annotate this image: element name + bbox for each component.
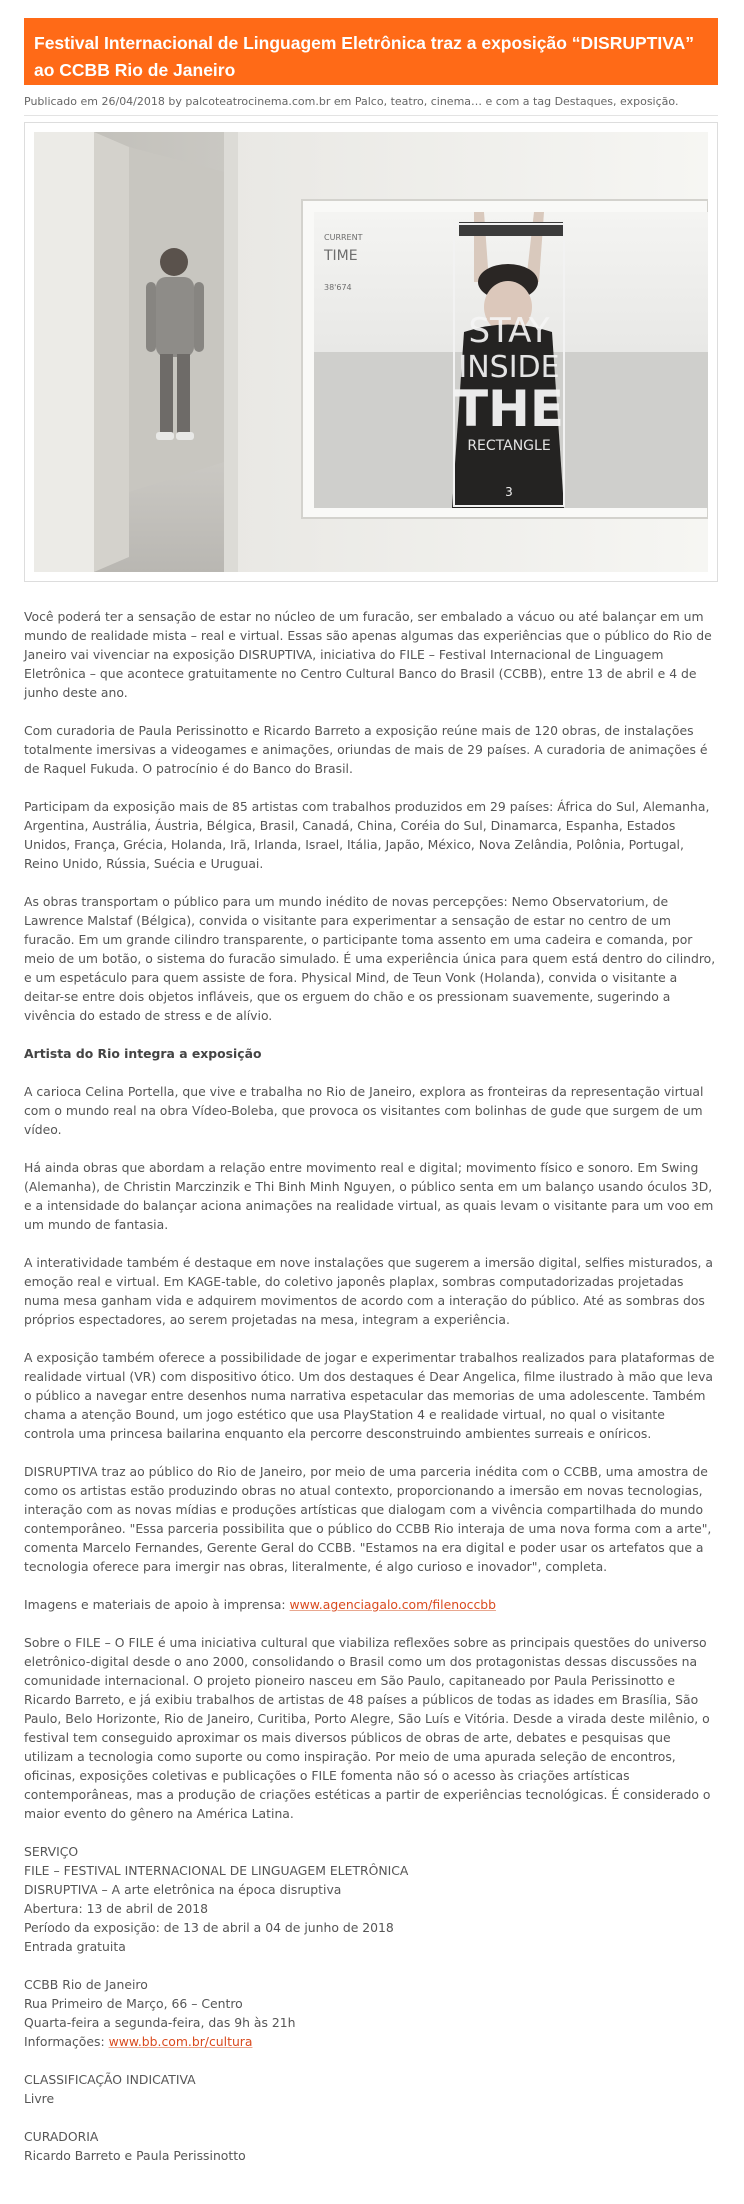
article-paragraph: Há ainda obras que abordam a relação entre movimento real e digital; movimento físico e sonoro. Em Swing (Alemanha), de Christin Marczinzik e Thi Binh Minh Nguyen, o público senta em um balanço usando óculos 3D, e a intensidade do balançar aciona animações na realidade virtual, as quais levam o visitante para um voo em um mundo de fantasia.	[24, 1160, 714, 1232]
meta-author[interactable]: palcoteatrocinema.com.br	[185, 95, 331, 108]
rating-block	[24, 2070, 718, 2108]
venue-info-link[interactable]: www.bb.com.br/cultura	[108, 2034, 253, 2049]
article-paragraph: DISRUPTIVA traz ao público do Rio de Janeiro, por meio de uma parceria inédita com o CCBB, uma amostra de como os artistas estão produzindo obras no atual contexto, proporcionando a imersão em novas tecnologias, interação com as novas mídias e produções artísticas que dialogam com a vivência compartilhada do mundo contemporâneo. "Essa parceria possibilita que o público do CCBB Rio interaja de uma nova forma com a arte", comenta Marcelo Fernandes, Gerente Geral do CCBB. "Estamos na era digital e poder usar os artefatos que a tecnologia oferece para imergir nas obras, literalmente, é algo curioso e inovador", completa.	[24, 1464, 712, 1574]
article-paragraph: Sobre o FILE – O FILE é uma iniciativa cultural que viabiliza reflexões sobre as principais questões do universo eletrônico-digital desde o ano 2000, consolidando o Brasil como um dos protagonistas dessas discussões na comunidade internacional. O projeto pioneiro nasceu em São Paulo, capitaneado por Paula Perissinotto e Ricardo Barreto, e já exibiu trabalhos de artistas de 48 países a públicos de todas as idades em Brasília, São Paulo, Belo Horizonte, Rio de Janeiro, Curitiba, Porto Alegre, São Luís e Vitória. Desde a virada deste milênio, o festival tem conseguido aproximar os mais diversos públicos de obras de arte, debates e pesquisas que utilizam a tecnologia como suporte ou como inspiração. Por meio de uma apurada seleção de encontros, oficinas, exposições coletivas e publicações o FILE fomenta não só o acesso às criações artísticas contemporâneas, mas a produção de criações estéticas a partir de experiências tecnológicas. É considerado o maior evento do gênero na América Latina.	[24, 1635, 711, 1821]
meta-category[interactable]: Palco, teatro, cinema…	[354, 95, 483, 108]
service-exhibit: DISRUPTIVA – A arte eletrônica na época disruptiva	[24, 1882, 342, 1897]
meta-in: em	[330, 95, 355, 108]
venue-hours: Quarta-feira a segunda-feira, das 9h às 21h	[24, 2015, 296, 2030]
article-paragraph: As obras transportam o público para um mundo inédito de novas percepções: Nemo Observatorium, de Lawrence Malstaf (Bélgica), convida o visitante para experimentar a sensação de estar no centro de um furacão. Em um grande cilindro transparente, o participante toma assento em uma cadeira e comanda, por meio de um botão, o sistema do furacão simulado. É uma experiência única para quem está dentro do cilindro, e um espetáculo para quem assiste de fora. Physical Mind, de Teun Vonk (Holanda), convida o visitante a deitar-se entre dois objetos infláveis, que os erguem do chão e os pressionam suavemente, sugerindo a vivência do estado de stress e de alívio.	[24, 894, 716, 1023]
service-info	[24, 1842, 718, 2165]
meta-date[interactable]: 26/04/2018	[101, 95, 165, 108]
service-opening: Abertura: 13 de abril de 2018	[24, 1901, 209, 1916]
service-festival: FILE – FESTIVAL INTERNACIONAL DE LINGUAGEM ELETRÔNICA	[24, 1863, 409, 1878]
rating-value: Livre	[24, 2091, 55, 2106]
screen-label-current: CURRENT	[324, 233, 363, 242]
poster-word-4: RECTANGLE	[467, 438, 551, 454]
press-prefix: Imagens e materiais de apoio à imprensa:	[24, 1597, 290, 1612]
service-block	[24, 1842, 718, 1956]
poster-word-1: STAY	[468, 311, 550, 351]
venue-block	[24, 1975, 718, 2051]
venue-name: CCBB Rio de Janeiro	[24, 1977, 148, 1992]
featured-image[interactable]	[34, 132, 708, 572]
press-link[interactable]: www.agenciagalo.com/filenoccbb	[289, 1597, 497, 1612]
poster-word-3: THE	[453, 380, 565, 438]
article-paragraph: Você poderá ter a sensação de estar no núcleo de um furacão, ser embalado a vácuo ou até balançar em um mundo de realidade mista – real e virtual. Essas são apenas algumas das experiências que o público do Rio de Janeiro vai vivenciar na exposição DISRUPTIVA, iniciativa do FILE – Festival Internacional de Linguagem Eletrônica – que acontece gratuitamente no Centro Cultural Banco do Brasil (CCBB), entre 13 de abril e 4 de junho deste ano.	[24, 609, 712, 700]
post-title-bar	[24, 18, 718, 85]
curators-names: Ricardo Barreto e Paula Perissinotto	[24, 2148, 246, 2163]
rating-heading: CLASSIFICAÇÃO INDICATIVA	[24, 2072, 196, 2087]
meta-and-tags: e com a tag	[482, 95, 555, 108]
service-entry: Entrada gratuita	[24, 1939, 126, 1954]
curators-block	[24, 2127, 718, 2165]
post-title: Festival Internacional de Linguagem Eletrônica traz a exposição “DISRUPTIVA” ao CCBB Rio de Janeiro	[34, 33, 694, 80]
screen-counter: 38'674	[324, 283, 352, 292]
meta-by: by	[164, 95, 186, 108]
article-body	[24, 607, 718, 2184]
article-paragraph: Com curadoria de Paula Perissinotto e Ricardo Barreto a exposição reúne mais de 120 obras, de instalações totalmente imersivas a videogames e animações, oriundas de mais de 29 países. A curadoria de animações é de Raquel Fukuda. O patrocínio é do Banco do Brasil.	[24, 723, 708, 776]
article-paragraph: A exposição também oferece a possibilidade de jogar e experimentar trabalhos realizados para plataformas de realidade virtual (VR) com dispositivo ótico. Um dos destaques é Dear Angelica, filme ilustrado à mão que leva o público a navegar entre desenhos numa narrativa espetacular das memorias de uma adolescente. Também chama a atenção Bound, um jogo estético que usa PlayStation 4 e realidade virtual, no qual o visitante controla uma princesa bailarina enquanto ela percorre desconstruindo ambientes surreais e oníricos.	[24, 1350, 715, 1441]
article-subheading: Artista do Rio integra a exposição	[24, 1046, 262, 1061]
venue-address: Rua Primeiro de Março, 66 – Centro	[24, 1996, 243, 2011]
service-heading: SERVIÇO	[24, 1844, 79, 1859]
featured-image-frame	[24, 122, 718, 582]
poster-number: 3	[505, 485, 513, 499]
meta-prefix: Publicado em	[24, 95, 102, 108]
article-paragraph: A carioca Celina Portella, que vive e trabalha no Rio de Janeiro, explora as fronteiras da representação virtual com o mundo real na obra Vídeo-Boleba, que provoca os visitantes com bolinhas de gude que surgem de um vídeo.	[24, 1084, 704, 1137]
venue-info-prefix: Informações:	[24, 2034, 109, 2049]
article-paragraph: A interatividade também é destaque em nove instalações que sugerem a imersão digital, selfies misturados, a emoção real e virtual. Em KAGE-table, do coletivo japonês plaplax, sombras computadorizadas projetadas numa mesa ganham vida e adquirem movimentos de acordo com a interação do público. Até as sombras dos próprios espectadores, ao serem projetadas na mesa, integram a experiência.	[24, 1255, 714, 1327]
screen-label-time: TIME	[324, 248, 358, 264]
meta-tags[interactable]: Destaques, exposição.	[554, 95, 679, 108]
article-paragraph: Participam da exposição mais de 85 artistas com trabalhos produzidos em 29 países: África do Sul, Alemanha, Argentina, Austrália, Áustria, Bélgica, Brasil, Canadá, China, Coréia do Sul, Dinamarca, Espanha, Estados Unidos, França, Grécia, Holanda, Irã, Irlanda, Israel, Itália, Japão, México, Nova Zelândia, Polônia, Portugal, Reino Unido, Rússia, Suécia e Uruguai.	[24, 799, 710, 871]
post-meta	[24, 93, 718, 116]
service-period: Período da exposição: de 13 de abril a 04 de junho de 2018	[24, 1920, 394, 1935]
exhibition-photo	[34, 132, 708, 572]
curators-heading: CURADORIA	[24, 2129, 99, 2144]
press-line	[24, 1595, 718, 1614]
poster-word-2: INSIDE	[458, 350, 560, 385]
